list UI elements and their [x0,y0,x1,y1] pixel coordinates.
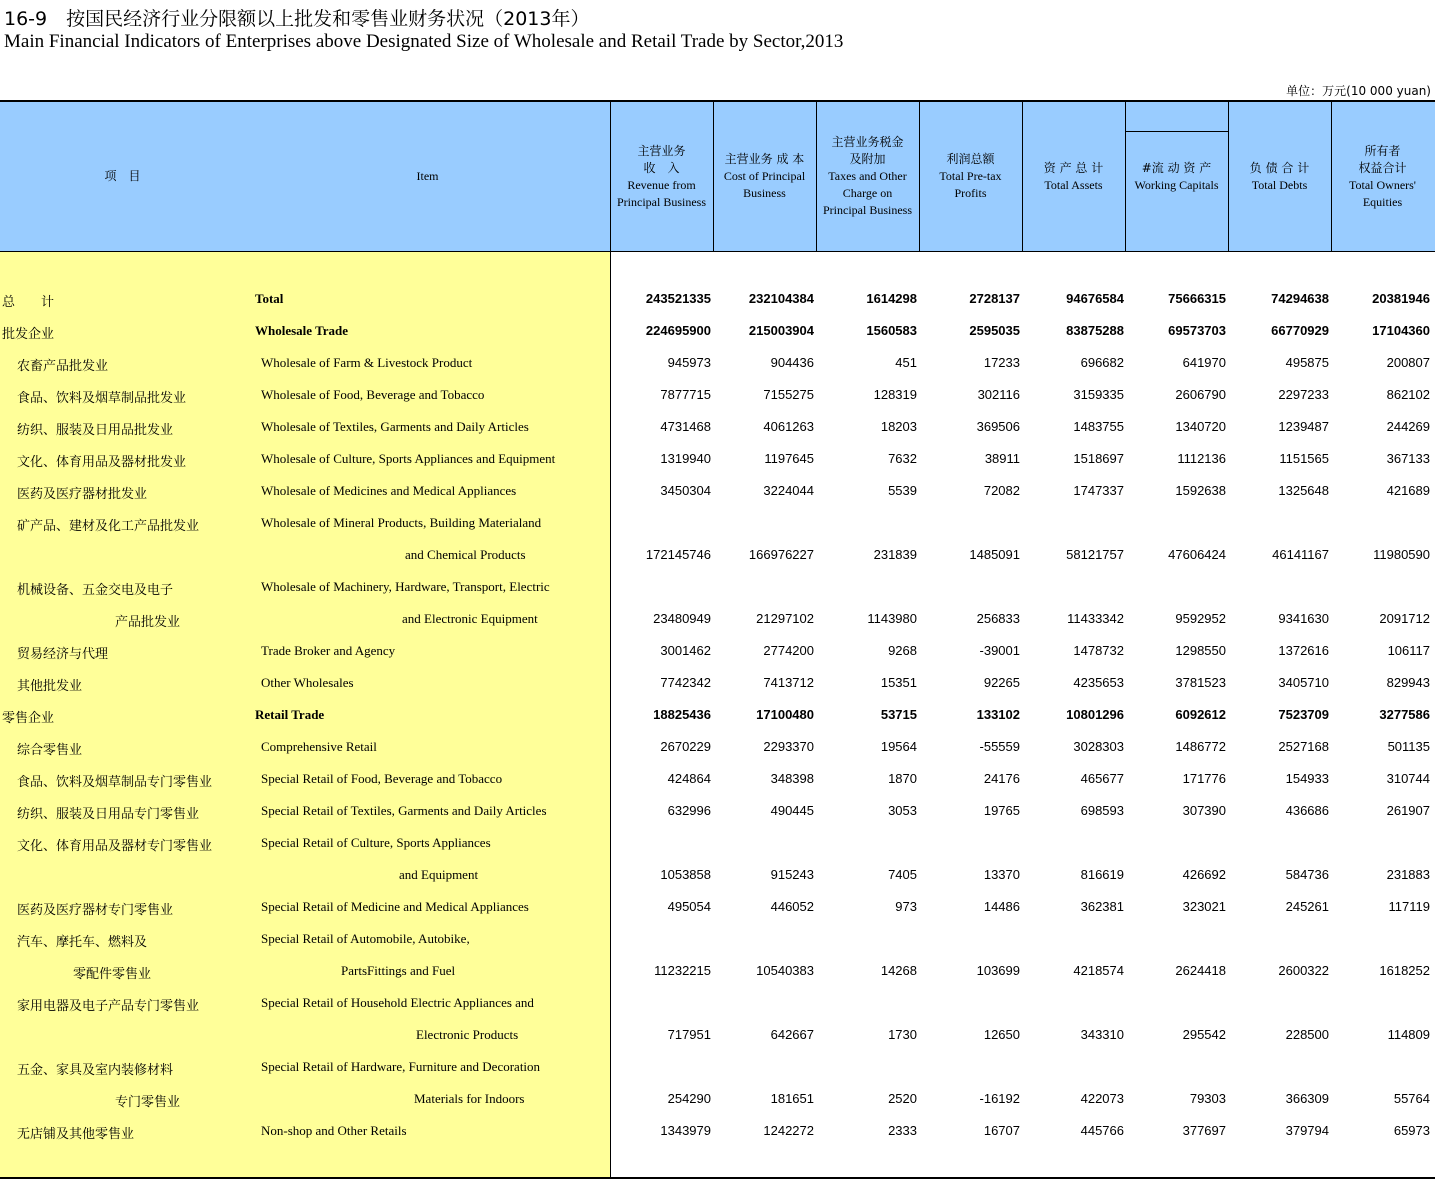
row-label-en: Wholesale of Textiles, Garments and Daily Articles [261,419,529,434]
row-value: 377697 [1182,1123,1226,1138]
row-value: 3450304 [660,483,711,498]
row-value: 945973 [667,355,711,370]
header-column [1228,102,1331,251]
row-label-cn: 文化、体育用品及器材批发业 [17,455,187,470]
row-value: 228500 [1285,1027,1329,1042]
table-row [0,571,1435,603]
row-value: 1560583 [866,323,917,338]
row-value: 369506 [976,419,1020,434]
table-row [0,443,1435,475]
row-value: 904436 [770,355,814,370]
row-label-cn: 纺织、服装及日用品专门零售业 [17,807,200,822]
row-value: 69573703 [1168,323,1226,338]
row-value: 445766 [1080,1123,1124,1138]
header-column-cn: 所有者 权益合计 [1358,143,1407,175]
row-label-en: Other Wholesales [261,675,354,690]
row-value: 1325648 [1278,483,1329,498]
row-value: 1730 [888,1027,917,1042]
row-value: 1340720 [1175,419,1226,434]
row-value: 1614298 [866,291,917,306]
row-value: 3053 [888,803,917,818]
row-label-cn: 矿产品、建材及化工产品批发业 [17,519,200,534]
row-value: 117119 [1388,899,1430,914]
row-value: 436686 [1285,803,1329,818]
row-label-en: Retail Trade [255,707,325,722]
row-label-cn: 医药及医疗器材专门零售业 [17,903,174,918]
row-value: 3277586 [1379,707,1430,722]
row-value: 451 [895,355,917,370]
table-row [0,1115,1435,1147]
row-value: 1372616 [1278,643,1329,658]
row-label-en: Special Retail of Hardware, Furniture and Decoration [261,1059,541,1074]
row-value: 366309 [1285,1091,1329,1106]
row-value: 446052 [770,899,814,914]
row-value: 1518697 [1073,451,1124,466]
row-value: 424864 [667,771,711,786]
header-column-en: Total Debts [1251,177,1308,192]
row-value: 1343979 [660,1123,711,1138]
row-value: 307390 [1182,803,1226,818]
row-label-en: Electronic Products [416,1027,519,1042]
row-label-cn: 总 计 [2,295,55,310]
row-value: 421689 [1386,483,1430,498]
row-value: 4235653 [1073,675,1124,690]
row-value: 17104360 [1372,323,1430,338]
row-value: 379794 [1285,1123,1329,1138]
row-value: 1112136 [1177,451,1226,466]
row-value: 698593 [1080,803,1124,818]
row-value: 154933 [1285,771,1329,786]
row-label-en: Special Retail of Medicine and Medical Appliances [261,899,529,914]
row-value: 232104384 [748,291,814,306]
header-column [1331,102,1434,251]
row-label-cn: 产品批发业 [115,615,181,630]
row-value: 10801296 [1066,707,1124,722]
row-label-en: Trade Broker and Agency [261,643,396,658]
row-value: 323021 [1182,899,1226,914]
row-label-cn: 文化、体育用品及器材专门零售业 [17,839,213,854]
row-value: 1592638 [1175,483,1226,498]
row-value: 231839 [873,547,917,562]
row-label-en: Wholesale of Food, Beverage and Tobacco [261,387,485,402]
header-column [610,102,713,251]
row-value: 215003904 [748,323,814,338]
column-divider [1228,102,1229,251]
table-row [0,379,1435,411]
row-value: 1197645 [764,451,814,466]
row-value: 973 [895,899,917,914]
row-value: 83875288 [1066,323,1124,338]
column-divider [1022,102,1023,251]
row-value: 9341630 [1278,611,1329,626]
row-value: 2606790 [1175,387,1226,402]
row-value: 14486 [983,899,1020,914]
header-column-en: Total Assets [1044,177,1103,192]
header-item-en: Item [416,169,439,183]
header-column-cn: 主营业务 成 本 [724,152,805,166]
row-value: 1319940 [660,451,711,466]
row-value: 422073 [1080,1091,1124,1106]
row-value: 114809 [1387,1027,1430,1042]
row-value: 12650 [983,1027,1020,1042]
table-row [0,1019,1435,1051]
row-value: 1239487 [1278,419,1329,434]
table-row [0,891,1435,923]
header-column-cn: 主营业务 收 入 [637,143,686,175]
row-value: -39001 [979,643,1020,658]
header-column-en: Taxes and Other Charge on Principal Business [823,169,912,217]
row-label-en: Total [255,291,284,306]
row-value: 23480949 [653,611,711,626]
row-value: 16707 [983,1123,1020,1138]
row-value: 642667 [770,1027,814,1042]
table-row [0,347,1435,379]
row-value: 1242272 [763,1123,814,1138]
row-value: 7405 [888,867,917,882]
row-value: 1053858 [660,867,711,882]
row-value: 367133 [1386,451,1430,466]
row-label-cn: 五金、家具及室内装修材料 [17,1063,174,1078]
row-value: 490445 [770,803,814,818]
row-value: 21297102 [756,611,814,626]
header-column-cn: 资 产 总 计 [1043,160,1104,175]
header-column-cn: 主营业务税金 及附加 [831,135,904,166]
row-value: 1486772 [1175,739,1226,754]
row-value: 254290 [667,1091,711,1106]
row-value: 171776 [1182,771,1226,786]
row-value: 200807 [1386,355,1430,370]
row-value: 7877715 [660,387,711,402]
row-value: 20381946 [1372,291,1430,306]
row-value: 18825436 [653,707,711,722]
row-value: 224695900 [645,323,711,338]
row-value: 261907 [1386,803,1430,818]
row-value: 11980590 [1373,547,1430,562]
row-value: 495875 [1285,355,1329,370]
row-label-cn: 食品、饮料及烟草制品批发业 [17,391,187,406]
table-row [0,955,1435,987]
column-divider [816,102,817,251]
row-value: 2600322 [1278,963,1329,978]
row-value: 1143980 [867,611,917,626]
row-value: 58121757 [1066,547,1124,562]
table-row [0,731,1435,763]
row-value: 2297233 [1278,387,1329,402]
row-value: 75666315 [1168,291,1226,306]
header-column-cn: #流 动 资 产 [1141,160,1212,175]
row-value: 13370 [983,867,1020,882]
row-value: 231883 [1386,867,1430,882]
table-row [0,539,1435,571]
row-value: 166976227 [748,547,814,562]
header-column-en: Cost of Principal Business [723,169,806,200]
row-value: 11232215 [654,963,711,978]
table-row [0,635,1435,667]
row-value: 3405710 [1278,675,1329,690]
row-value: 4218574 [1073,963,1124,978]
row-value: 2624418 [1175,963,1226,978]
row-label-cn: 医药及医疗器材批发业 [17,487,148,502]
table-row [0,1051,1435,1083]
row-value: 15351 [880,675,917,690]
table-row [0,987,1435,1019]
row-value: 19564 [880,739,917,754]
row-value: 24176 [983,771,1020,786]
header-column [816,102,919,251]
row-value: 4061263 [763,419,814,434]
row-value: 696682 [1080,355,1124,370]
row-value: 106117 [1387,643,1430,658]
row-value: 181651 [770,1091,814,1106]
row-value: 244269 [1386,419,1430,434]
table-row [0,507,1435,539]
row-value: 66770929 [1271,323,1329,338]
row-value: 1485091 [969,547,1020,562]
row-value: 72082 [983,483,1020,498]
row-value: 9592952 [1175,611,1226,626]
header-column-en: Working Capitals [1134,177,1219,192]
row-value: 717951 [667,1027,711,1042]
row-value: 79303 [1189,1091,1226,1106]
row-label-en: Special Retail of Automobile, Autobike, [261,931,470,946]
page-title-cn: 16-9 按国民经济行业分限额以上批发和零售业财务状况（2013年） [4,8,590,30]
row-value: 7413712 [763,675,814,690]
row-label-cn: 贸易经济与代理 [17,647,109,662]
row-value: 133102 [976,707,1020,722]
column-divider [919,102,920,251]
header-column-en: Total Owners' Equities [1349,177,1416,209]
unit-label: 单位：万元(10 000 yuan) [1286,84,1431,98]
table-row [0,763,1435,795]
row-value: 2774200 [763,643,814,658]
row-label-cn: 综合零售业 [17,743,83,758]
row-value: 47606424 [1168,547,1226,562]
row-value: 53715 [880,707,917,722]
row-value: 19765 [983,803,1020,818]
row-label-en: Wholesale of Farm & Livestock Product [261,355,473,370]
row-value: 3028303 [1073,739,1124,754]
row-value: 1298550 [1175,643,1226,658]
row-label-cn: 机械设备、五金交电及电子 [17,583,174,598]
row-value: 7632 [888,451,917,466]
row-value: 65973 [1393,1123,1430,1138]
row-label-cn: 纺织、服装及日用品批发业 [17,423,174,438]
row-value: 7155275 [763,387,814,402]
row-label-en: Non-shop and Other Retails [261,1123,407,1138]
row-label-en: Special Retail of Culture, Sports Appliances [261,835,491,850]
row-value: 343310 [1080,1027,1124,1042]
row-value: 1618252 [1379,963,1430,978]
table-row [0,603,1435,635]
table-row [0,315,1435,347]
table-row [0,699,1435,731]
row-value: 295542 [1182,1027,1226,1042]
row-label-en: Wholesale of Machinery, Hardware, Transport, Electric [261,579,550,594]
row-label-en: Special Retail of Food, Beverage and Tobacco [261,771,503,786]
row-value: 501135 [1387,739,1430,754]
row-value: 310744 [1386,771,1430,786]
row-value: 10540383 [756,963,814,978]
row-value: 362381 [1080,899,1124,914]
row-value: 94676584 [1066,291,1124,306]
row-value: -16192 [979,1091,1020,1106]
table-row [0,827,1435,859]
header-column-en: Total Pre-tax Profits [939,169,1002,200]
row-label-cn: 专门零售业 [115,1095,181,1110]
header-column [919,102,1022,251]
row-label-en: Special Retail of Textiles, Garments and Daily Articles [261,803,547,818]
column-divider [1125,102,1126,251]
row-value: 816619 [1080,867,1124,882]
row-value: 9268 [888,643,917,658]
table-row [0,283,1435,315]
row-label-en: Wholesale of Medicines and Medical Appliances [261,483,517,498]
row-label-en: and Electronic Equipment [402,611,538,626]
header-column [1125,102,1228,251]
row-value: 3224044 [763,483,814,498]
row-label-cn: 食品、饮料及烟草制品专门零售业 [17,775,213,790]
row-value: 3781523 [1175,675,1226,690]
row-value: 584736 [1285,867,1329,882]
row-label-en: and Chemical Products [405,547,526,562]
row-label-cn: 批发企业 [2,327,55,342]
row-value: 1483755 [1073,419,1124,434]
row-value: 915243 [770,867,814,882]
table-row [0,475,1435,507]
table-bottom-rule [0,1177,1435,1179]
table-row [0,859,1435,891]
row-label-cn: 汽车、摩托车、燃料及 [17,935,148,950]
column-divider [1331,102,1332,251]
table-row [0,1083,1435,1115]
row-value: 465677 [1080,771,1124,786]
row-value: 243521335 [645,291,711,306]
row-value: -55559 [979,739,1020,754]
row-value: 103699 [976,963,1020,978]
row-label-cn: 零配件零售业 [73,967,152,982]
header-column [713,102,816,251]
table-row [0,667,1435,699]
row-value: 2293370 [763,739,814,754]
row-label-en: Comprehensive Retail [261,739,377,754]
row-value: 74294638 [1271,291,1329,306]
page-title-en: Main Financial Indicators of Enterprises above Designated Size of Wholesale and Retail Trade by Sector,2013 [4,31,844,52]
row-value: 7742342 [660,675,711,690]
row-value: 3159335 [1073,387,1124,402]
row-value: 1747337 [1073,483,1124,498]
row-value: 17233 [983,355,1020,370]
header-column-cn: 利润总额 [946,152,995,166]
row-label-en: PartsFittings and Fuel [341,963,456,978]
row-value: 55764 [1393,1091,1430,1106]
row-label-cn: 零售企业 [2,711,55,726]
row-value: 14268 [880,963,917,978]
row-value: 2527168 [1278,739,1329,754]
row-label-cn: 家用电器及电子产品专门零售业 [17,999,200,1014]
row-value: 1870 [888,771,917,786]
row-value: 829943 [1386,675,1430,690]
row-label-en: Wholesale of Mineral Products, Building Materialand [261,515,542,530]
row-value: 302116 [977,387,1020,402]
row-value: 18203 [880,419,917,434]
row-value: 256833 [976,611,1020,626]
row-value: 641970 [1182,355,1226,370]
header-column-cn: 负 债 合 计 [1249,160,1310,175]
row-value: 632996 [667,803,711,818]
row-label-cn: 农畜产品批发业 [17,359,109,374]
column-divider [713,102,714,251]
row-value: 2091712 [1379,611,1430,626]
row-value: 1151565 [1279,451,1329,466]
row-label-cn: 无店铺及其他零售业 [17,1127,135,1142]
row-value: 1478732 [1073,643,1124,658]
table-row [0,411,1435,443]
header-column [1022,102,1125,251]
column-divider [610,102,611,1177]
row-value: 495054 [667,899,711,914]
row-label-en: Wholesale Trade [255,323,349,338]
header-column-en: Revenue from Principal Business [617,177,706,209]
row-value: 2595035 [969,323,1020,338]
table-row [0,795,1435,827]
row-value: 2728137 [969,291,1020,306]
row-value: 2520 [888,1091,917,1106]
row-value: 5539 [888,483,917,498]
header-item-cn: 项 目 [104,169,141,183]
header-separator [0,251,1435,252]
row-value: 38911 [984,451,1020,466]
row-value: 2333 [888,1123,917,1138]
row-label-en: Special Retail of Household Electric Appliances and [261,995,534,1010]
row-label-cn: 其他批发业 [17,679,83,694]
table-row [0,923,1435,955]
row-value: 2670229 [660,739,711,754]
row-value: 348398 [770,771,814,786]
row-value: 3001462 [660,643,711,658]
row-value: 4731468 [660,419,711,434]
row-value: 7523709 [1278,707,1329,722]
row-value: 245261 [1285,899,1329,914]
row-value: 128319 [873,387,917,402]
row-value: 426692 [1182,867,1226,882]
row-value: 11433342 [1067,611,1124,626]
row-value: 172145746 [645,547,711,562]
row-label-en: and Equipment [399,867,479,882]
row-value: 92265 [983,675,1020,690]
subheader-rule [1125,131,1228,132]
row-value: 862102 [1386,387,1430,402]
row-value: 17100480 [756,707,814,722]
row-value: 46141167 [1272,547,1329,562]
row-label-en: Wholesale of Culture, Sports Appliances and Equipment [261,451,556,466]
row-value: 6092612 [1175,707,1226,722]
row-label-en: Materials for Indoors [414,1091,525,1106]
